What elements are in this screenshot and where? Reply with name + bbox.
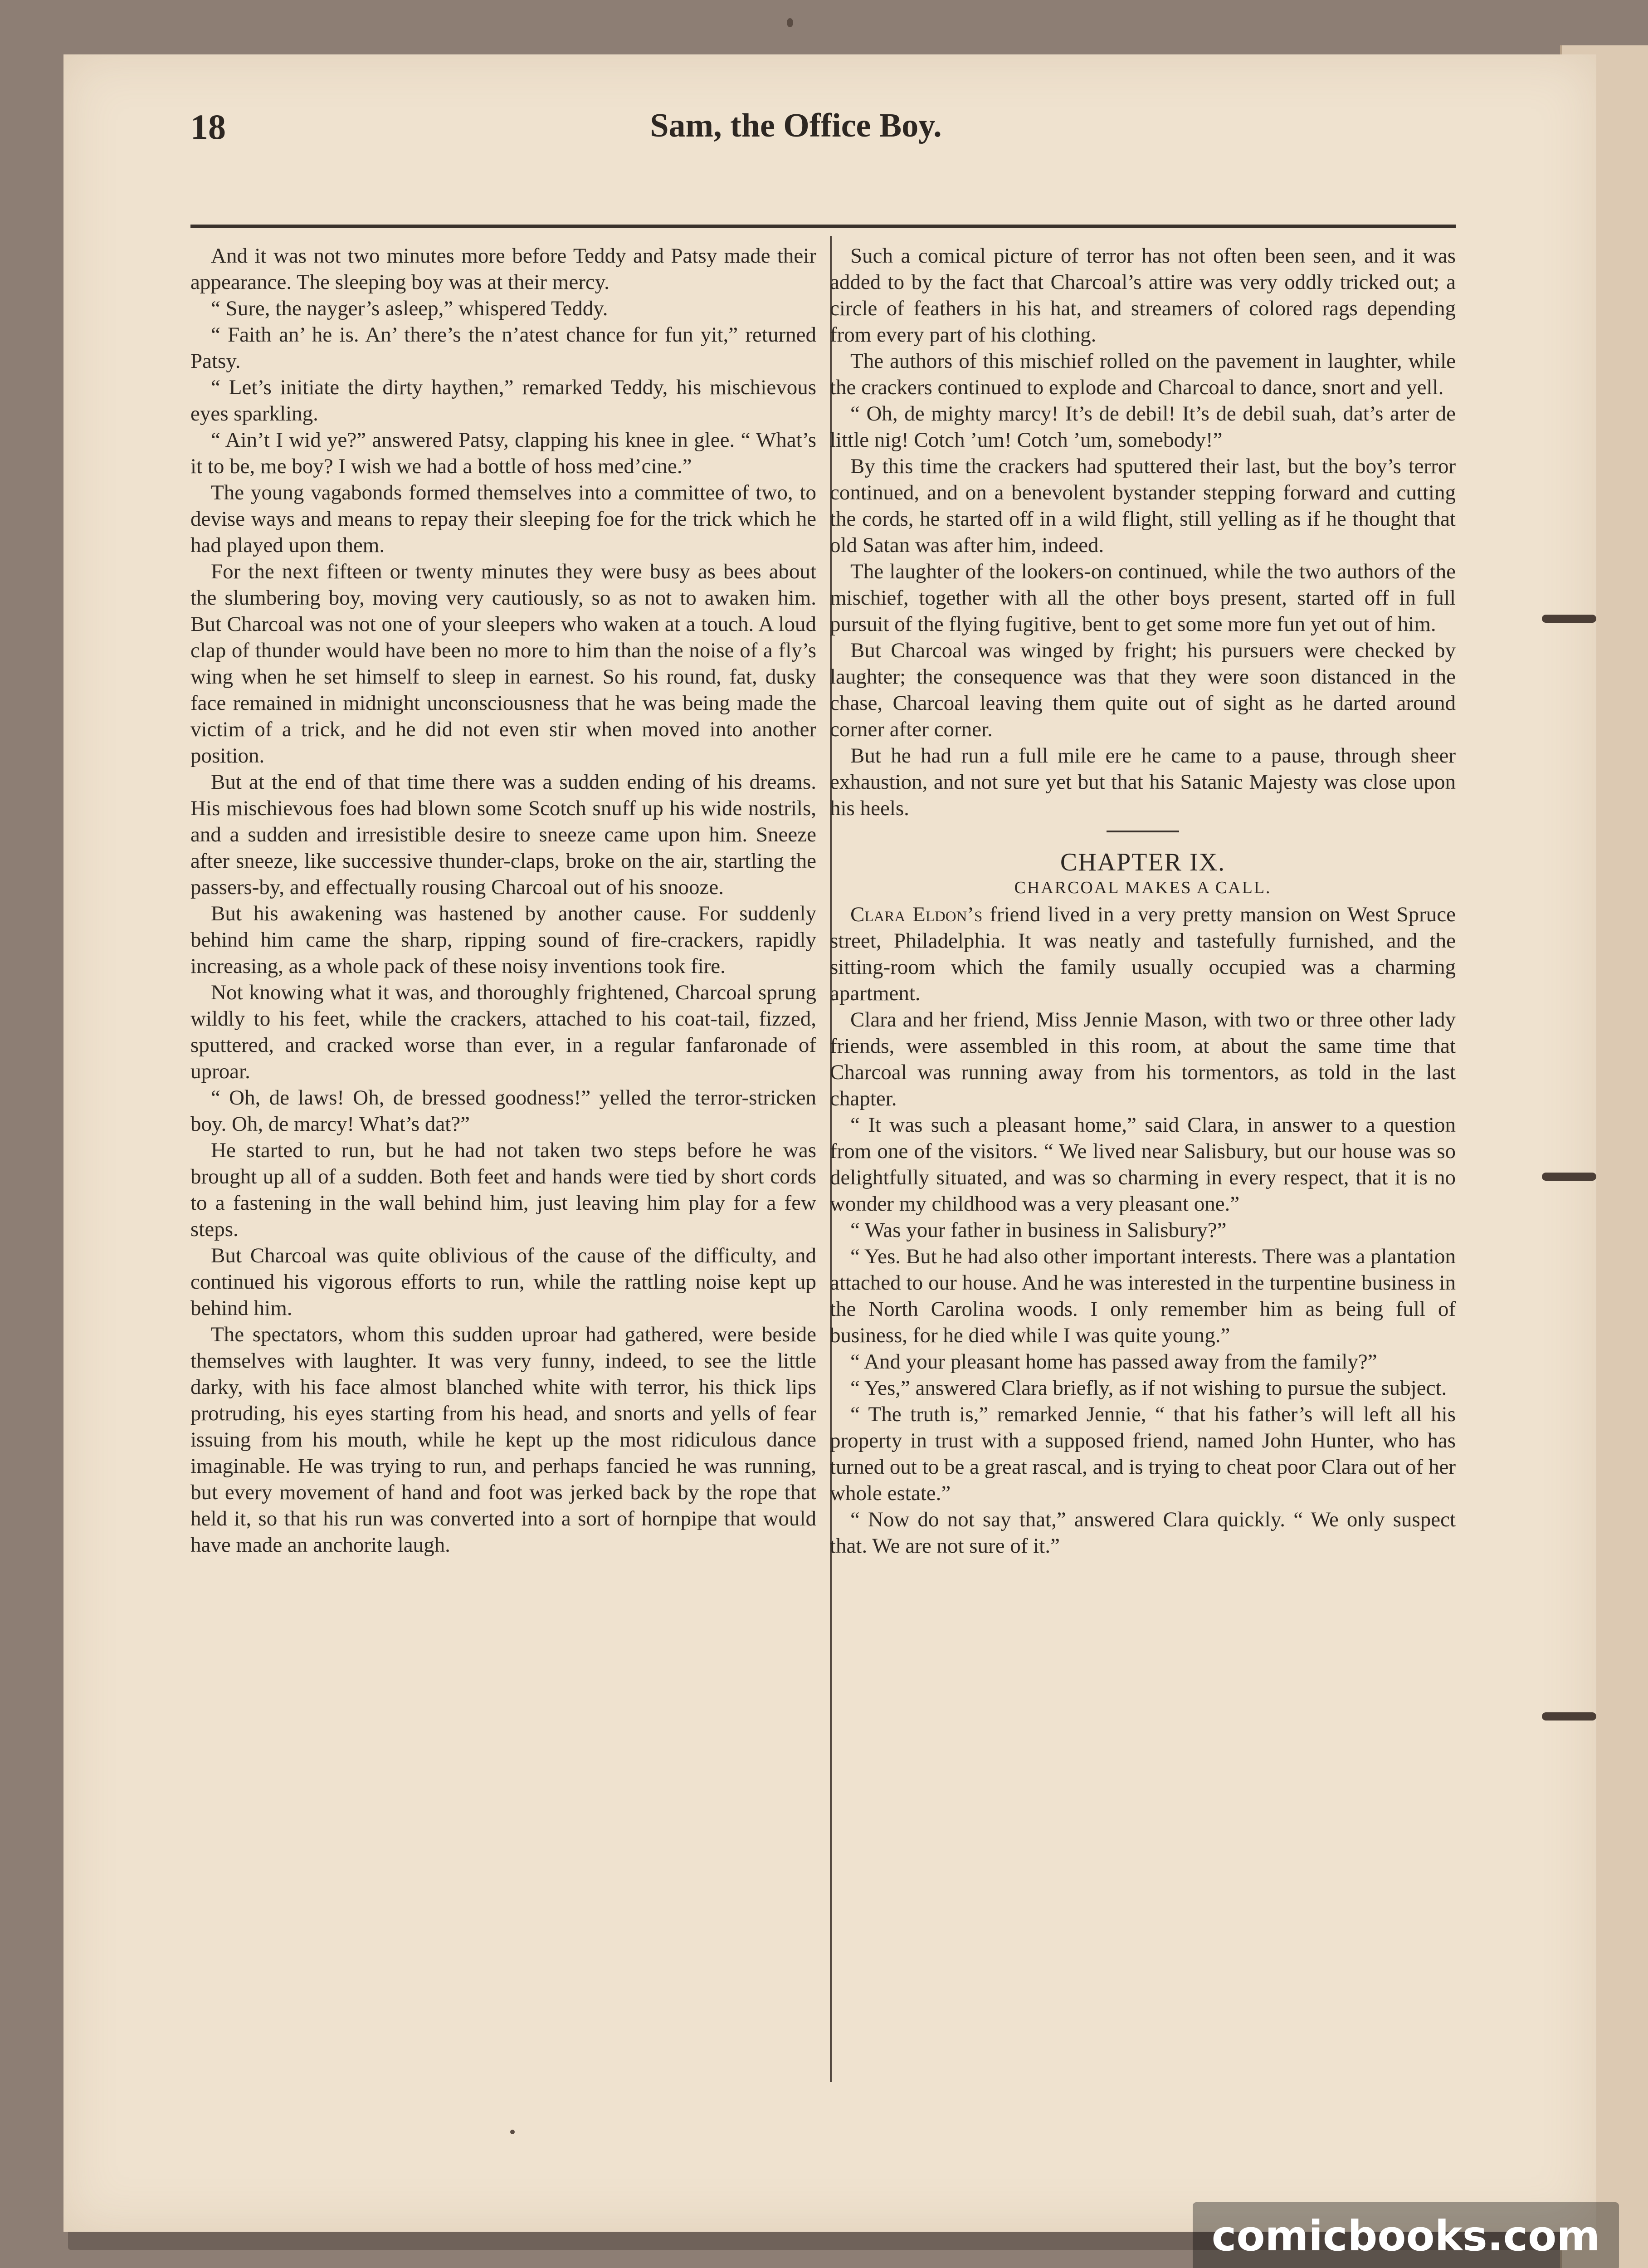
chapter-heading: CHAPTER IX. <box>1060 848 1226 876</box>
header-rule <box>190 225 1456 228</box>
paragraph: But Charcoal was quite oblivious of the cause of the difficulty, and continued his vigorous efforts to run, while the rattling noise kept up behind him. <box>190 1244 816 1320</box>
paragraph: By this time the crackers had sputtered their last, but the boy’s terror continued, and on a benevolent bystander stepping forward and cutting the cords, he started off in a wild flight, still yelling as if he thought that old Satan was after him, indeed. <box>830 455 1456 557</box>
paragraph: “ Yes,” answered Clara briefly, as if not wishing to pursue the subject. <box>850 1376 1447 1400</box>
paragraph: “ And your pleasant home has passed away from the family?” <box>850 1350 1377 1374</box>
running-title: Sam, the Office Boy. <box>650 107 942 144</box>
left-column <box>190 243 816 2084</box>
paragraph: “ Let’s initiate the dirty haythen,” remarked Teddy, his mischievous eyes sparkling. <box>190 376 816 425</box>
paragraph: “ Yes. But he had also other important interests. There was a plantation attached to our house. And he was interested in the turpentine business in the North Carolina woods. I only remember him as being full of business, for he died while I was quite young.” <box>830 1245 1456 1347</box>
paragraph: “ The truth is,” remarked Jennie, “ that his father’s will left all his property in trust with a supposed friend, named John Hunter, who has turned out to be a great rascal, and is trying to cheat poor Clara out of her whole estate.” <box>830 1403 1456 1505</box>
paragraph: “ Sure, the nayger’s asleep,” whispered Teddy. <box>211 297 608 320</box>
chapter-opening-paragraph <box>830 901 1456 1007</box>
lead-small-caps: Clara Eldon’s <box>850 903 983 926</box>
chapter-subtitle: CHARCOAL MAKES A CALL. <box>1014 878 1272 897</box>
paragraph: The authors of this mischief rolled on the pavement in laughter, while the crackers continued to explode and Charcoal to dance, snort and yell. <box>830 349 1456 399</box>
paragraph: “ Was your father in business in Salisbury?” <box>850 1218 1227 1242</box>
paragraph: But at the end of that time there was a sudden ending of his dreams. His mischievous foes had blown some Scotch snuff up his wide nostrils, and a sudden and irresistible desire to sneeze came upon him. Sneeze after sneeze, like successive thunder-claps, broke on the air, startling the passers-by, and effectually rousing Charcoal out of his snooze. <box>190 770 816 899</box>
site-watermark: comicbooks.com <box>1193 2202 1619 2268</box>
paragraph: He started to run, but he had not taken two steps before he was brought up all of a sudden. Both feet and hands were tied by short cords to a fastening in the wall behind him, just leaving him play for a few steps. <box>190 1139 816 1241</box>
chapter-heading-block <box>830 831 1456 899</box>
paragraph: The laughter of the lookers-on continued, while the two authors of the mischief, together with all the other boys present, started off in full pursuit of the flying fugitive, bent to get some more fun yet out of him. <box>830 560 1456 636</box>
paragraph: But his awakening was hastened by another cause. For suddenly behind him came the sharp, ripping sound of fire-crackers, rapidly increasing, as a whole pack of these noisy inventions took fire. <box>190 902 816 978</box>
binding-staple <box>1542 1712 1596 1721</box>
paragraph: “ Oh, de laws! Oh, de bressed goodness!” yelled the terror-stricken boy. Oh, de marcy! What’s dat?” <box>190 1086 816 1136</box>
binding-staple <box>1542 615 1596 623</box>
paragraph: For the next fifteen or twenty minutes they were busy as bees about the slumbering boy, moving very cautiously, so as not to awaken him. But Charcoal was not one of your sleepers who waken at a touch. A loud clap of thunder would have been no more to him than the noise of a fly’s wing when he set himself to sleep in earnest. So his round, fat, dusky face remained in midnight unconsciousness that he was being made the victim of a trick, and he did not even stir when moved into another position. <box>190 560 816 767</box>
paragraph: But Charcoal was winged by fright; his pursuers were checked by laughter; the consequence was that they were soon distanced in the chase, Charcoal leaving them quite out of sight as he darted around corner after corner. <box>830 639 1456 741</box>
paragraph-rest: friend lived in a very pretty mansion on West Spruce street, Philadelphia. It was neatly and tastefully furnished, and the sitting-room which the family usually occupied was a charming apartment. <box>830 903 1456 1005</box>
page-number: 18 <box>190 107 226 147</box>
ink-speck <box>510 2130 515 2134</box>
ink-speck <box>787 18 793 27</box>
paragraph: The spectators, whom this sudden uproar had gathered, were beside themselves with laughter. It was very funny, indeed, to see the little darky, with his face almost blanched white with terror, his thick lips protruding, his eyes starting from his head, and snorts and yells of fear issuing from his mouth, while he kept up the most ridiculous dance imaginable. He was trying to run, and perhaps fancied he was running, but every movement of hand and foot was jerked back by the rope that held it, so that his run was converted into a sort of hornpipe that would have made an anchorite laugh. <box>190 1323 816 1557</box>
paragraph: “ Ain’t I wid ye?” answered Patsy, clapping his knee in glee. “ What’s it to be, me boy? I wish we had a bottle of hoss med’cine.” <box>190 428 816 478</box>
paragraph: “ It was such a pleasant home,” said Clara, in answer to a question from one of the visitors. “ We lived near Salisbury, but our house was so delightfully situated, and was so charming in every respect, that it is no wonder my childhood was a very pleasant one.” <box>830 1113 1456 1216</box>
page-header <box>136 107 1456 166</box>
paragraph: Such a comical picture of terror has not often been seen, and it was added to by the fact that Charcoal’s attire was very oddly tricked out; a circle of feathers in his hat, and streamers of colored rags depending from every part of his clothing. <box>830 244 1456 347</box>
text-columns <box>190 243 1456 2084</box>
paragraph: “ Oh, de mighty marcy! It’s de debil! It’s de debil suah, dat’s arter de little nig! Cotch ’um! Cotch ’um, somebody!” <box>830 402 1456 452</box>
paragraph: “ Faith an’ he is. An’ there’s the n’atest chance for fun yit,” returned Patsy. <box>190 323 816 373</box>
binding-staple <box>1542 1173 1596 1181</box>
chapter-rule <box>1107 831 1179 832</box>
paragraph: Clara and her friend, Miss Jennie Mason, with two or three other lady friends, were assembled in this room, at about the same time that Charcoal was running away from his tormentors, as told in the last chapter. <box>830 1008 1456 1110</box>
paragraph: Not knowing what it was, and thoroughly frightened, Charcoal sprung wildly to his feet, while the crackers, attached to his coat-tail, fizzed, sputtered, and cracked worse than ever, in a regular fanfaronade of uproar. <box>190 981 816 1083</box>
right-column <box>830 243 1456 2084</box>
paragraph: And it was not two minutes more before Teddy and Patsy made their appearance. The sleeping boy was at their mercy. <box>190 244 816 294</box>
paragraph: The young vagabonds formed themselves into a committee of two, to devise ways and means to repay their sleeping foe for the trick which he had played upon them. <box>190 481 816 557</box>
paragraph: “ Now do not say that,” answered Clara quickly. “ We only suspect that. We are not sure of it.” <box>830 1508 1456 1558</box>
paragraph: But he had run a full mile ere he came to a pause, through sheer exhaustion, and not sure yet but that his Satanic Majesty was close upon his heels. <box>830 744 1456 820</box>
